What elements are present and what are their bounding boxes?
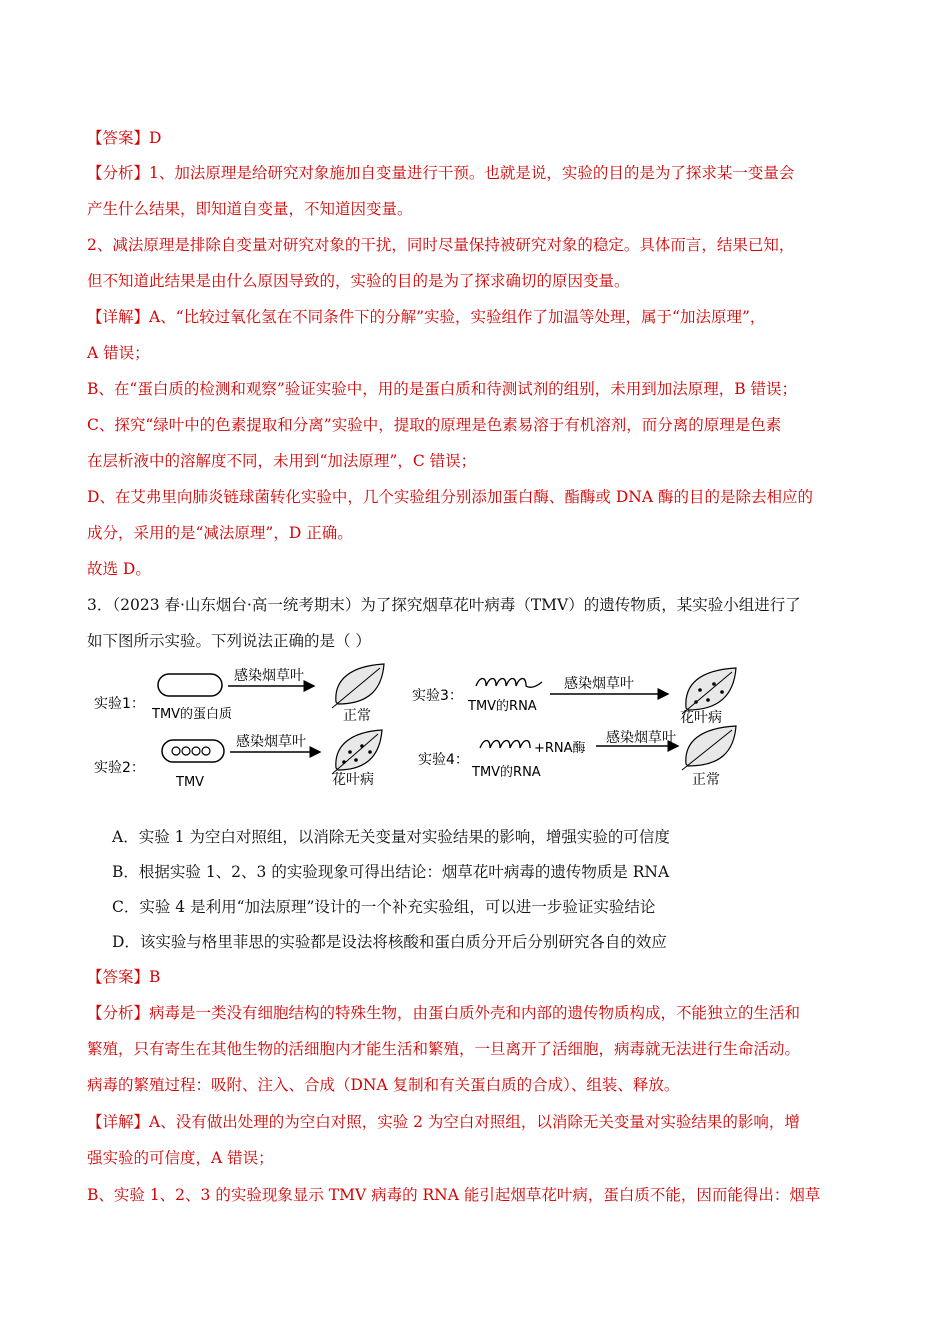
analysis-q2-line3: 2、减法原理是排除自变量对研究对象的干扰，同时尽量保持被研究对象的稳定。具体而言，结果已知，	[87, 236, 795, 254]
conclusion-q2: 故选 D。	[87, 560, 151, 578]
exp1-action: 感染烟草叶	[234, 668, 304, 684]
detail-q2-line4: C、探究“绿叶中的色素提取和分离”实验中，提取的原理是色素易溶于有机溶剂，而分离的原理是色素	[87, 416, 782, 434]
exp4-result: 正常	[692, 772, 720, 788]
exp4-added: +RNA酶	[534, 741, 586, 756]
protein-capsule-icon	[158, 674, 222, 696]
analysis-q2-line4: 但不知道此结果是由什么原因导致的，实验的目的是为了探求确切的原因变量。	[87, 272, 630, 290]
detail-q2-line2: A 错误；	[87, 344, 150, 362]
exp3-action: 感染烟草叶	[564, 676, 634, 692]
exp1-label: 实验1：	[94, 696, 145, 712]
option-c: C．实验 4 是利用“加法原理”设计的一个补充实验组，可以进一步验证实验结论	[112, 898, 656, 916]
exp2-action: 感染烟草叶	[236, 734, 306, 750]
detail-q3-line3: B、实验 1、2、3 的实验现象显示 TMV 病毒的 RNA 能引起烟草花叶病，蛋白质不能，因而能得出：烟草	[87, 1186, 821, 1204]
exp4-sample: TMV的RNA	[472, 765, 541, 780]
analysis-q3-line3: 病毒的繁殖过程：吸附、注入、合成（DNA 复制和有关蛋白质的合成）、组装、释放。	[87, 1076, 680, 1094]
option-b: B．根据实验 1、2、3 的实验现象可得出结论：烟草花叶病毒的遗传物质是 RNA	[112, 863, 670, 881]
answer-q3: 【答案】B	[87, 968, 161, 986]
option-d: D．该实验与格里菲思的实验都是设法将核酸和蛋白质分开后分别研究各自的效应	[112, 933, 667, 951]
detail-q2-line3: B、在“蛋白质的检测和观察”验证实验中，用的是蛋白质和待测试剂的组别，未用到加法原理，B 错误；	[87, 380, 798, 398]
exp3-label: 实验3：	[412, 688, 463, 704]
detail-q2-line1: 【详解】A、“比较过氧化氢在不同条件下的分解”实验，实验组作了加温等处理，属于“加法原理”，	[87, 308, 766, 326]
exp2-result: 花叶病	[332, 772, 374, 788]
answer-q2: 【答案】D	[87, 129, 162, 147]
healthy-leaf-icon	[682, 726, 736, 770]
exp4-action: 感染烟草叶	[606, 730, 676, 746]
exp3-result: 花叶病	[680, 710, 722, 726]
rna-strand-icon	[476, 679, 542, 688]
tmv-particle-icon	[162, 740, 224, 762]
analysis-q2-line1: 【分析】1、加法原理是给研究对象施加自变量进行干预。也就是说，实验的目的是为了探求某一变量会	[87, 164, 795, 182]
exp2-label: 实验2：	[94, 760, 145, 776]
option-a: A．实验 1 为空白对照组，以消除无关变量对实验结果的影响，增强实验的可信度	[112, 828, 670, 846]
analysis-q3-line2: 繁殖，只有寄生在其他生物的活细胞内才能生活和繁殖，一旦离开了活细胞，病毒就无法进行生命活动。	[87, 1040, 801, 1058]
detail-q3-line1: 【详解】A、没有做出处理的为空白对照，实验 2 为空白对照组，以消除无关变量对实验结果的影响，增	[87, 1113, 800, 1131]
tmv-experiment-diagram	[88, 660, 748, 795]
detail-q2-line7: 成分，采用的是“减法原理”，D 正确。	[87, 524, 353, 542]
exp3-sample: TMV的RNA	[468, 699, 537, 714]
healthy-leaf-icon	[332, 664, 384, 708]
detail-q3-line2: 强实验的可信度，A 错误；	[87, 1149, 274, 1167]
diseased-leaf-icon	[682, 668, 736, 714]
exp1-sample: TMV的蛋白质	[152, 707, 233, 722]
question-3-stem-line1: 3．（2023 春·山东烟台·高一统考期末）为了探究烟草花叶病毒（TMV）的遗传物质，某实验小组进行了	[87, 596, 801, 614]
rna-coil-icon	[172, 747, 210, 755]
detail-q2-line6: D、在艾弗里向肺炎链球菌转化实验中，几个实验组分别添加蛋白酶、酯酶或 DNA 酶的目的是除去相应的	[87, 488, 813, 506]
exp2-sample: TMV	[176, 775, 205, 790]
analysis-q2-line2: 产生什么结果，即知道自变量，不知道因变量。	[87, 200, 413, 218]
rna-strand-icon	[480, 741, 530, 749]
exp1-result: 正常	[343, 708, 371, 724]
question-3-stem-line2: 如下图所示实验。下列说法正确的是（ ）	[87, 632, 371, 650]
exp4-label: 实验4：	[418, 752, 469, 768]
diseased-leaf-icon	[332, 730, 382, 774]
analysis-q3-line1: 【分析】病毒是一类没有细胞结构的特殊生物，由蛋白质外壳和内部的遗传物质构成，不能独立的生活和	[87, 1004, 801, 1022]
detail-q2-line5: 在层析液中的溶解度不同，未用到“加法原理”，C 错误；	[87, 452, 477, 470]
